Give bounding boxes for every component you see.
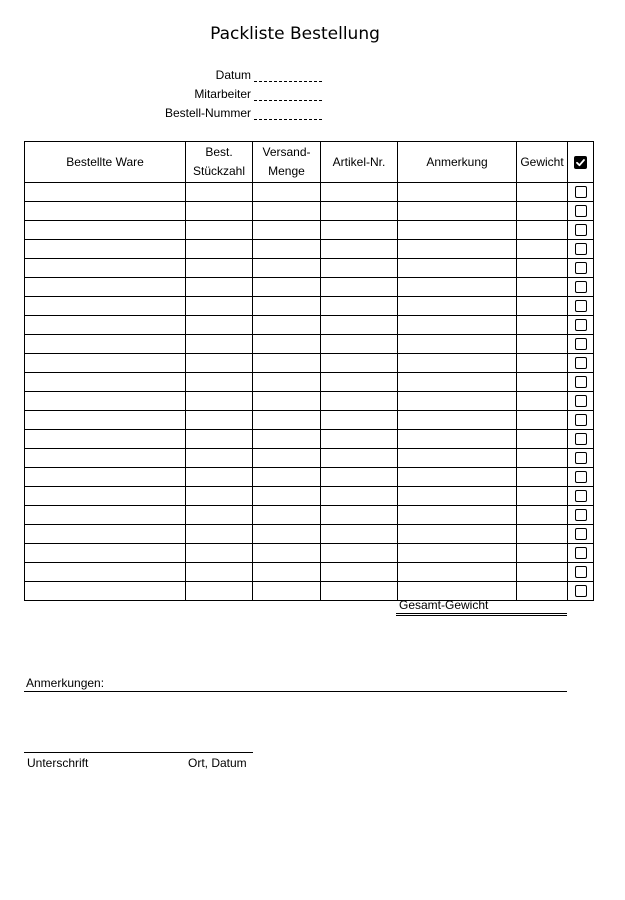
anmerkungen-label: Anmerkungen: (24, 676, 567, 692)
table-cell[interactable] (517, 278, 568, 297)
table-cell[interactable] (517, 392, 568, 411)
table-row (25, 202, 594, 221)
table-cell[interactable] (398, 221, 517, 240)
table-cell[interactable] (186, 354, 253, 373)
table-cell[interactable] (186, 183, 253, 202)
table-row (25, 373, 594, 392)
checkbox-icon[interactable] (575, 509, 587, 521)
table-cell[interactable] (398, 240, 517, 259)
table-cell[interactable] (321, 354, 398, 373)
bestellnummer-field[interactable] (254, 109, 322, 120)
table-cell[interactable] (253, 240, 321, 259)
table-cell[interactable] (398, 354, 517, 373)
checkbox-icon[interactable] (575, 186, 587, 198)
table-cell[interactable] (517, 240, 568, 259)
table-cell[interactable] (253, 468, 321, 487)
checkbox-cell (568, 259, 594, 278)
table-cell[interactable] (517, 221, 568, 240)
table-cell[interactable] (398, 316, 517, 335)
checkbox-cell (568, 487, 594, 506)
table-cell[interactable] (517, 411, 568, 430)
table-cell[interactable] (253, 411, 321, 430)
table-cell[interactable] (25, 430, 186, 449)
checkbox-cell (568, 544, 594, 563)
table-cell[interactable] (253, 202, 321, 221)
bestellnummer-row (140, 106, 330, 120)
table-cell[interactable] (253, 335, 321, 354)
table-cell[interactable] (517, 506, 568, 525)
table-cell[interactable] (253, 430, 321, 449)
table-row (25, 468, 594, 487)
table-cell[interactable] (25, 487, 186, 506)
table-row (25, 563, 594, 582)
table-cell[interactable] (321, 411, 398, 430)
checkbox-icon[interactable] (575, 338, 587, 350)
checkbox-cell (568, 392, 594, 411)
table-cell[interactable] (253, 183, 321, 202)
checkbox-icon[interactable] (575, 452, 587, 464)
table-cell[interactable] (25, 582, 186, 601)
checkbox-cell (568, 354, 594, 373)
table-cell[interactable] (25, 544, 186, 563)
table-cell[interactable] (398, 525, 517, 544)
checkbox-icon[interactable] (575, 281, 587, 293)
table-cell[interactable] (186, 392, 253, 411)
checkbox-cell (568, 297, 594, 316)
checkbox-icon[interactable] (575, 357, 587, 369)
checkbox-icon[interactable] (575, 585, 587, 597)
table-cell[interactable] (25, 354, 186, 373)
table-cell[interactable] (321, 202, 398, 221)
table-cell[interactable] (186, 582, 253, 601)
mitarbeiter-field[interactable] (254, 90, 322, 101)
table-cell[interactable] (186, 449, 253, 468)
table-cell[interactable] (25, 468, 186, 487)
checkbox-icon[interactable] (575, 490, 587, 502)
table-cell[interactable] (253, 563, 321, 582)
checkbox-icon[interactable] (575, 471, 587, 483)
table-cell[interactable] (398, 297, 517, 316)
checkbox-cell (568, 468, 594, 487)
table-cell[interactable] (25, 411, 186, 430)
table-cell[interactable] (321, 373, 398, 392)
table-row (25, 430, 594, 449)
table-cell[interactable] (398, 506, 517, 525)
table-cell[interactable] (321, 278, 398, 297)
table-cell[interactable] (517, 183, 568, 202)
table-row (25, 506, 594, 525)
table-row (25, 354, 594, 373)
checkbox-icon[interactable] (575, 300, 587, 312)
table-cell[interactable] (398, 278, 517, 297)
packing-table (24, 141, 594, 601)
table-cell[interactable] (321, 525, 398, 544)
checkbox-cell (568, 525, 594, 544)
header-check (568, 142, 594, 183)
datum-label: Datum (215, 68, 251, 82)
table-row (25, 316, 594, 335)
checkbox-cell (568, 373, 594, 392)
table-row (25, 411, 594, 430)
checkbox-icon[interactable] (575, 433, 587, 445)
datum-field[interactable] (254, 71, 322, 82)
table-cell[interactable] (398, 183, 517, 202)
table-row (25, 297, 594, 316)
table-cell[interactable] (25, 278, 186, 297)
table-cell[interactable] (398, 563, 517, 582)
table-cell[interactable] (253, 373, 321, 392)
table-cell[interactable] (398, 373, 517, 392)
table-cell[interactable] (25, 240, 186, 259)
checkbox-cell (568, 563, 594, 582)
table-row (25, 392, 594, 411)
table-cell[interactable] (186, 335, 253, 354)
table-cell[interactable] (517, 468, 568, 487)
table-cell[interactable] (253, 487, 321, 506)
table-cell[interactable] (186, 506, 253, 525)
table-cell[interactable] (321, 468, 398, 487)
table-cell[interactable] (517, 430, 568, 449)
table-cell[interactable] (25, 525, 186, 544)
table-cell[interactable] (186, 259, 253, 278)
table-cell[interactable] (517, 354, 568, 373)
table-cell[interactable] (253, 544, 321, 563)
mitarbeiter-row (140, 87, 330, 101)
table-cell[interactable] (25, 202, 186, 221)
table-row (25, 240, 594, 259)
table-cell[interactable] (25, 183, 186, 202)
checkbox-cell (568, 411, 594, 430)
table-cell[interactable] (321, 506, 398, 525)
table-cell[interactable] (321, 544, 398, 563)
table-cell[interactable] (253, 449, 321, 468)
table-cell[interactable] (253, 392, 321, 411)
table-cell[interactable] (321, 259, 398, 278)
header-anmerkung: Anmerkung (398, 142, 517, 183)
checkbox-icon[interactable] (575, 566, 587, 578)
table-cell[interactable] (25, 221, 186, 240)
checkbox-cell (568, 221, 594, 240)
table-cell[interactable] (517, 563, 568, 582)
checkbox-icon[interactable] (575, 414, 587, 426)
table-cell[interactable] (253, 525, 321, 544)
table-cell[interactable] (517, 373, 568, 392)
table-cell[interactable] (517, 259, 568, 278)
table-cell[interactable] (186, 430, 253, 449)
checkbox-cell (568, 506, 594, 525)
table-cell[interactable] (25, 449, 186, 468)
table-cell[interactable] (398, 202, 517, 221)
checkbox-cell (568, 449, 594, 468)
table-cell[interactable] (321, 582, 398, 601)
table-cell[interactable] (186, 202, 253, 221)
table-row (25, 449, 594, 468)
table-cell[interactable] (186, 544, 253, 563)
table-cell[interactable] (25, 259, 186, 278)
checkbox-cell (568, 183, 594, 202)
checked-box-icon (574, 156, 587, 169)
table-cell[interactable] (186, 487, 253, 506)
table-cell[interactable] (398, 449, 517, 468)
checkbox-icon[interactable] (575, 262, 587, 274)
table-cell[interactable] (25, 335, 186, 354)
header-versand-menge: Versand- Menge (253, 142, 321, 183)
table-row (25, 278, 594, 297)
checkbox-icon[interactable] (575, 547, 587, 559)
table-cell[interactable] (25, 392, 186, 411)
header-stueckzahl: Best. Stückzahl (186, 142, 253, 183)
table-row (25, 221, 594, 240)
table-cell[interactable] (253, 354, 321, 373)
table-cell[interactable] (517, 449, 568, 468)
table-cell[interactable] (253, 316, 321, 335)
table-cell[interactable] (186, 563, 253, 582)
table-cell[interactable] (398, 411, 517, 430)
table-cell[interactable] (186, 278, 253, 297)
checkbox-icon[interactable] (575, 319, 587, 331)
table-cell[interactable] (398, 392, 517, 411)
table-cell[interactable] (186, 221, 253, 240)
table-cell[interactable] (321, 183, 398, 202)
table-cell[interactable] (398, 468, 517, 487)
checkbox-cell (568, 316, 594, 335)
checkbox-icon[interactable] (575, 205, 587, 217)
table-cell[interactable] (253, 506, 321, 525)
table-cell[interactable] (186, 316, 253, 335)
table-cell[interactable] (25, 506, 186, 525)
table-cell[interactable] (321, 221, 398, 240)
signature-line[interactable] (24, 752, 253, 753)
mitarbeiter-label: Mitarbeiter (194, 87, 251, 101)
header-bestellte-ware: Bestellte Ware (25, 142, 186, 183)
table-cell[interactable] (253, 221, 321, 240)
table-cell[interactable] (398, 544, 517, 563)
table-cell[interactable] (186, 373, 253, 392)
table-cell[interactable] (253, 297, 321, 316)
table-cell[interactable] (321, 563, 398, 582)
table-cell[interactable] (25, 373, 186, 392)
table-row (25, 259, 594, 278)
table-cell[interactable] (517, 544, 568, 563)
table-cell[interactable] (321, 430, 398, 449)
table-row (25, 525, 594, 544)
table-cell[interactable] (321, 316, 398, 335)
table-cell[interactable] (253, 278, 321, 297)
table-cell[interactable] (253, 582, 321, 601)
checkbox-cell (568, 582, 594, 601)
table-cell[interactable] (517, 316, 568, 335)
table-row (25, 544, 594, 563)
table-cell[interactable] (25, 297, 186, 316)
table-row (25, 335, 594, 354)
table-cell[interactable] (186, 240, 253, 259)
table-cell[interactable] (321, 487, 398, 506)
table-cell[interactable] (321, 240, 398, 259)
table-header-row (25, 142, 594, 183)
table-cell[interactable] (398, 430, 517, 449)
table-cell[interactable] (186, 297, 253, 316)
table-cell[interactable] (186, 468, 253, 487)
table-cell[interactable] (517, 335, 568, 354)
table-cell[interactable] (321, 297, 398, 316)
table-cell[interactable] (25, 563, 186, 582)
checkbox-cell (568, 202, 594, 221)
table-cell[interactable] (186, 411, 253, 430)
checkbox-icon[interactable] (575, 376, 587, 388)
table-cell[interactable] (321, 335, 398, 354)
checkbox-cell (568, 240, 594, 259)
table-cell[interactable] (517, 487, 568, 506)
table-cell[interactable] (517, 297, 568, 316)
bestellnummer-label: Bestell-Nummer (164, 106, 251, 120)
table-cell[interactable] (321, 392, 398, 411)
gesamt-gewicht-label: Gesamt-Gewicht (396, 598, 567, 616)
table-cell[interactable] (517, 202, 568, 221)
header-artikel-nr: Artikel-Nr. (321, 142, 398, 183)
table-row (25, 183, 594, 202)
header-gewicht: Gewicht (517, 142, 568, 183)
checkbox-cell (568, 430, 594, 449)
checkbox-cell (568, 278, 594, 297)
datum-row (140, 68, 330, 82)
table-cell[interactable] (321, 449, 398, 468)
table-cell[interactable] (398, 335, 517, 354)
page-title: Packliste Bestellung (210, 24, 380, 44)
checkbox-cell (568, 335, 594, 354)
checkbox-icon[interactable] (575, 224, 587, 236)
table-cell[interactable] (186, 525, 253, 544)
ort-datum-label: Ort, Datum (188, 756, 247, 770)
table-cell[interactable] (25, 316, 186, 335)
table-cell[interactable] (517, 525, 568, 544)
table-cell[interactable] (398, 487, 517, 506)
table-cell[interactable] (253, 259, 321, 278)
table-cell[interactable] (398, 259, 517, 278)
checkbox-icon[interactable] (575, 243, 587, 255)
table-row (25, 487, 594, 506)
checkbox-icon[interactable] (575, 395, 587, 407)
unterschrift-label: Unterschrift (27, 756, 89, 770)
checkbox-icon[interactable] (575, 528, 587, 540)
